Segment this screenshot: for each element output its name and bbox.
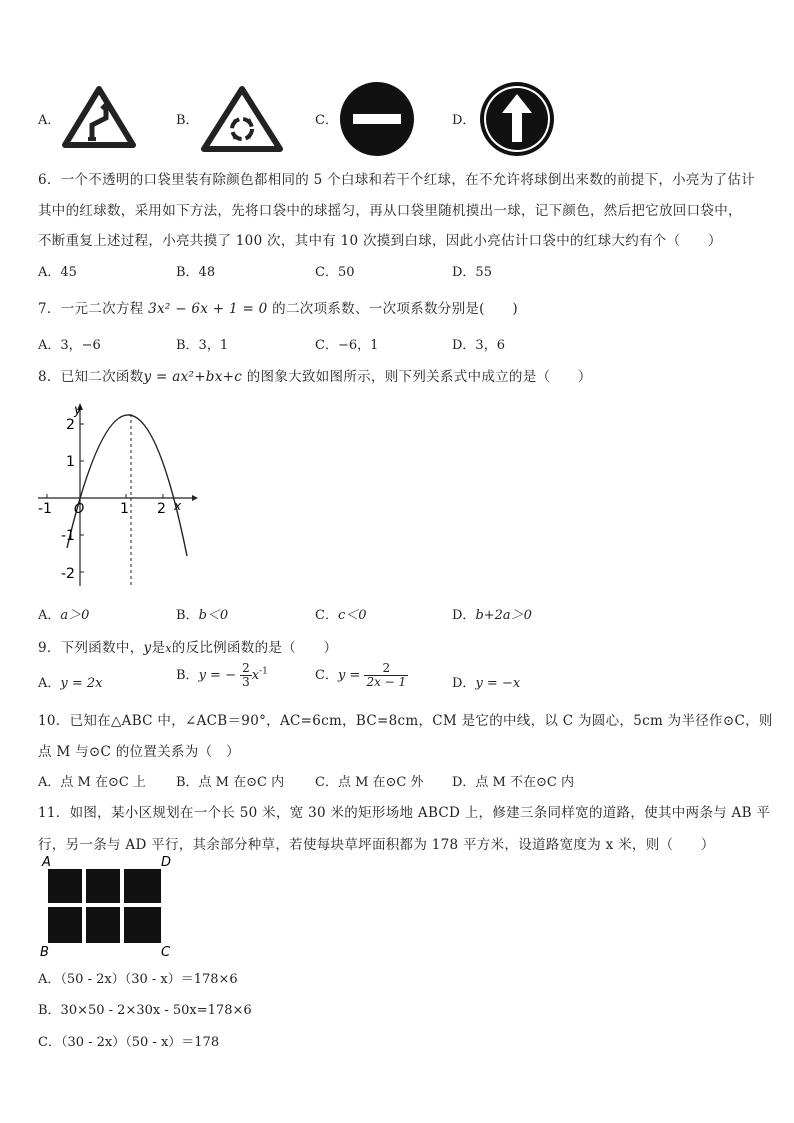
q11-field-figure [36, 852, 182, 962]
q7-option-c: C．−6，1 [315, 338, 379, 353]
vertex-b-label: B [40, 945, 49, 960]
q7-prefix: 7．一元二次方程 [38, 301, 144, 317]
vertex-d-label: D [161, 855, 172, 870]
double-bend-warning-sign-icon [62, 85, 136, 149]
x-tick-label: 2 [157, 501, 166, 517]
x-tick-label: 1 [120, 501, 129, 517]
q6-option-c: C．50 [315, 265, 355, 280]
q7-option-b: B．3，1 [176, 338, 229, 353]
q8-option-a: A．a＞0 [38, 608, 90, 623]
q11-option-c: C．（30 - 2x）（50 - x）＝178 [38, 1035, 220, 1050]
y-tick-label: -2 [61, 566, 75, 582]
q7-option-d: D．3，6 [452, 338, 505, 353]
q11-line-1: 11．如图，某小区规划在一个长 50 米，宽 30 米的矩形场地 ABCD 上，修建三条同样宽的道路，使其中两条与 AB 平 [38, 805, 771, 821]
y-tick-label: -1 [61, 528, 75, 544]
q10-line-1: 10．已知在△ABC 中，∠ACB＝90°，AC=6cm，BC=8cm，CM 是它的中线，以 C 为圆心，5cm 为半径作⊙C，则 [38, 713, 773, 729]
q8-option-c: C．c＜0 [315, 608, 367, 623]
no-entry-sign-icon [338, 80, 416, 158]
vertex-c-label: C [161, 945, 171, 960]
q10-line-2: 点 M 与⊙C 的位置关系为（ ） [38, 744, 240, 760]
q9-option-c: C．y = $\frac{2}{2x - 1}$ [315, 661, 407, 689]
x-axis-label: x [174, 499, 182, 513]
q8-prefix: 8．已知二次函数 [38, 369, 144, 385]
vertex-a-label: A [42, 855, 51, 870]
q6-line-3: 不断重复上述过程，小亮共摸了 100 次，其中有 10 次摸到白球，因此小亮估计口袋中的红球大约有个（ ） [38, 233, 722, 249]
q11-option-a: A．（50 - 2x）（30 - x）＝178×6 [38, 972, 238, 987]
origin-label: O [74, 502, 85, 517]
q6-option-b: B．48 [176, 265, 216, 280]
q11-line-2: 行，另一条与 AD 平行，其余部分种草，若使每块草坪面积都为 178 平方米，设道路宽度为 x 米，则（ ） [38, 837, 715, 853]
q8-option-d: D．b+2a＞0 [452, 608, 532, 623]
q8-parabola-graph [30, 398, 200, 590]
q6-line-2: 其中的红球数，采用如下方法，先将口袋中的球摇匀，再从口袋里随机摸出一球，记下颜色，然后把它放回口袋中， [38, 203, 742, 219]
q9-option-b: B．y = − $\frac{2}{3}$ $x^{-1}$ [176, 661, 268, 689]
q10-option-b: B．点 M 在⊙C 内 [176, 775, 285, 790]
q5-option-b-label: B． [176, 113, 199, 128]
q7-equation: 3x² − 6x + 1 = 0 [148, 301, 268, 317]
roundabout-warning-sign-icon [200, 85, 284, 153]
q5-option-a-label: A． [38, 113, 61, 128]
q6-option-d: D．55 [452, 265, 492, 280]
q6-line-1: 6．一个不透明的口袋里装有除颜色都相同的 5 个白球和若干个红球，在不允许将球倒出来数的前提下，小亮为了估计 [38, 172, 755, 188]
q7-suffix: 的二次项系数、一次项系数分别是( ) [272, 301, 518, 317]
y-tick-label: 2 [66, 417, 75, 433]
q10-option-a: A．点 M 在⊙C 上 [38, 775, 146, 790]
y-axis-label: y [74, 403, 82, 418]
q8-function: y = ax²+bx+c [143, 369, 243, 385]
q8-stem [38, 365, 592, 385]
q8-option-b: B．b＜0 [176, 608, 229, 623]
q7-option-a: A．3，−6 [38, 338, 101, 353]
parabola-curve [67, 415, 187, 556]
q9-option-d: D．y = −x [452, 676, 521, 691]
x-axis-arrow [192, 495, 198, 501]
q9-option-a: A．y = 2x [38, 676, 103, 691]
q5-option-c-label: C． [315, 113, 338, 128]
q10-option-d: D．点 M 不在⊙C 内 [452, 775, 574, 790]
x-tick-label: -1 [38, 501, 52, 517]
q10-option-c: C．点 M 在⊙C 外 [315, 775, 424, 790]
q8-suffix: 的图象大致如图所示，则下列关系式中成立的是（ ） [246, 369, 592, 385]
q11-option-b: B．30×50 - 2×30x - 50x=178×6 [38, 1003, 252, 1018]
q7-stem [38, 297, 518, 317]
q9-stem: 9．下列函数中，y是x的反比例函数的是（ ） [38, 640, 338, 656]
road-horizontal [48, 903, 161, 907]
y-tick-label: 1 [66, 454, 75, 470]
straight-ahead-only-sign-icon [478, 80, 556, 158]
q5-option-d-label: D． [452, 113, 476, 128]
q6-option-a: A．45 [38, 265, 77, 280]
